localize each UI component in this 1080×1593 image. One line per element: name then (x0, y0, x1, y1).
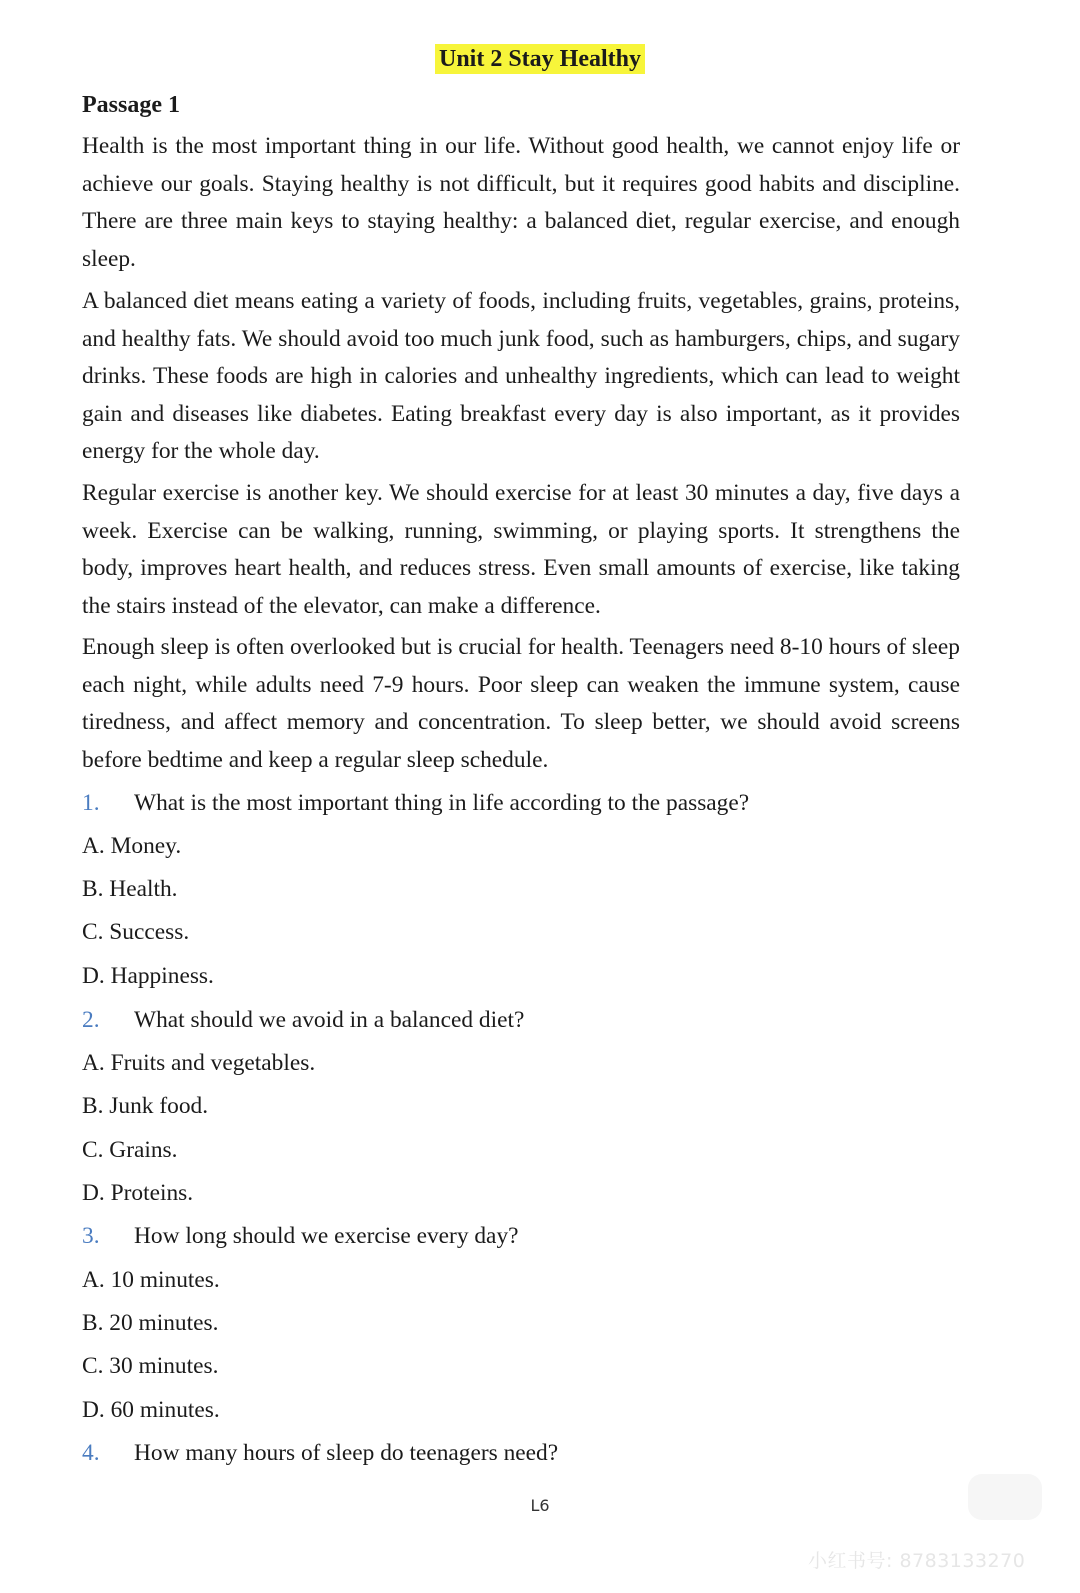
watermark: 小红书号: 8783133270 (808, 1550, 1026, 1572)
question-text: What should we avoid in a balanced diet? (134, 1007, 525, 1033)
option-3d: D. 60 minutes. (82, 1397, 220, 1423)
paragraph-3: Regular exercise is another key. We should exercise for at least 30 minutes a day, five days a week. Exercise can be walking, running, swimming, or playing sports. It strengthens the body, improves heart health, and reduces stress. Even small amounts of exercise, like taking the stairs instead of the elevator, can make a difference. (82, 480, 960, 619)
page-number: L6 (530, 1496, 550, 1515)
question-2 (82, 1005, 960, 1035)
question-number: 4. (82, 1440, 100, 1466)
question-number: 1. (82, 790, 100, 816)
question-text: What is the most important thing in life according to the passage? (134, 790, 750, 816)
option-2b: B. Junk food. (82, 1093, 209, 1119)
passage-label: Passage 1 (82, 92, 180, 118)
paragraph-2: A balanced diet means eating a variety of foods, including fruits, vegetables, grains, proteins, and healthy fats. We should avoid too much junk food, such as hamburgers, chips, and sugary drinks. These foods are high in calories and unhealthy ingredients, which can lead to weight gain and diseases like diabetes. Eating breakfast every day is also important, as it provides energy for the whole day. (82, 288, 960, 464)
question-1 (82, 788, 960, 818)
question-number: 3. (82, 1223, 100, 1249)
question-3 (82, 1221, 960, 1251)
question-number: 2. (82, 1007, 100, 1033)
option-2c: C. Grains. (82, 1137, 178, 1163)
option-1c: C. Success. (82, 919, 190, 945)
watermark-logo-shape (968, 1474, 1042, 1520)
question-text: How many hours of sleep do teenagers need? (134, 1440, 559, 1466)
paragraph-4: Enough sleep is often overlooked but is crucial for health. Teenagers need 8-10 hours of sleep each night, while adults need 7-9 hours. Poor sleep can weaken the immune system, cause tiredness, and affect memory and concentration. To sleep better, we should avoid screens before bedtime and keep a regular sleep schedule. (82, 634, 960, 773)
option-1b: B. Health. (82, 876, 178, 902)
question-text: How long should we exercise every day? (134, 1223, 519, 1249)
option-1d: D. Happiness. (82, 963, 214, 989)
option-2a: A. Fruits and vegetables. (82, 1050, 316, 1076)
unit-title: Unit 2 Stay Healthy (435, 44, 645, 74)
option-1a: A. Money. (82, 833, 182, 859)
option-3a: A. 10 minutes. (82, 1267, 220, 1293)
option-3b: B. 20 minutes. (82, 1310, 219, 1336)
option-3c: C. 30 minutes. (82, 1353, 219, 1379)
option-2d: D. Proteins. (82, 1180, 194, 1206)
paragraph-1: Health is the most important thing in our life. Without good health, we cannot enjoy life or achieve our goals. Staying healthy is not difficult, but it requires good habits and discipline. There are three main keys to staying healthy: a balanced diet, regular exercise, and enough sleep. (82, 133, 960, 272)
question-4 (82, 1438, 960, 1468)
title-container (0, 44, 1080, 74)
